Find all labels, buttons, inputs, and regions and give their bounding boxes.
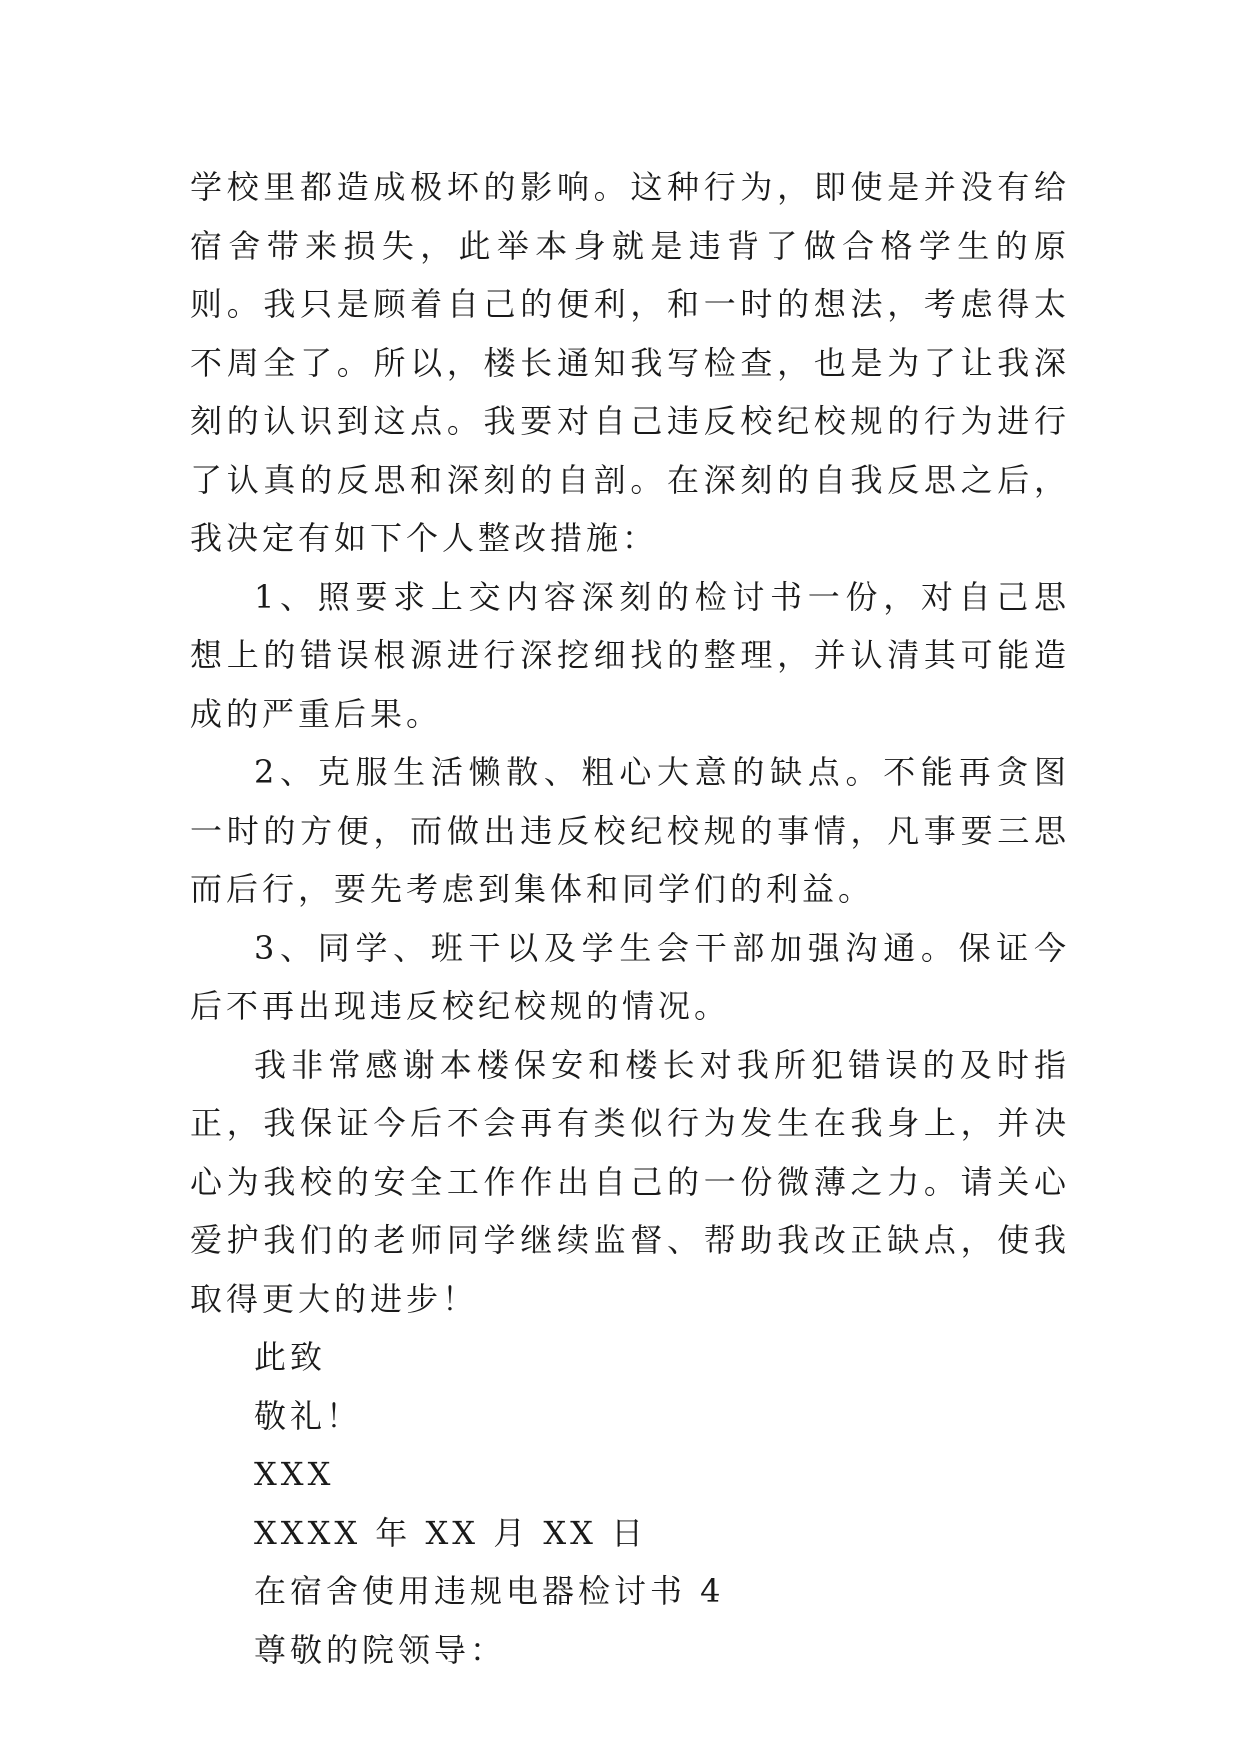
paragraph-thanks: 我非常感谢本楼保安和楼长对我所犯错误的及时指正，我保证今后不会再有类似行为发生在我身上，并决心为我校的安全工作作出自己的一份微薄之力。请关心爱护我们的老师同学继续监督、帮助我改正缺点，使我取得更大的进步！	[190, 1045, 1070, 1318]
salute-line: 敬礼！	[254, 1396, 363, 1435]
closing-line: 此致	[254, 1338, 327, 1376]
paragraph-measure-2: 2、克服生活懒散、粗心大意的缺点。不能再贪图一时的方便，而做出违反校纪校规的事情，凡事要三思而后行，要先考虑到集体和同学们的利益。	[190, 753, 1070, 908]
paragraph-measure-3: 3、同学、班干以及学生会干部加强沟通。保证今后不再出现违反校纪校规的情况。	[190, 928, 1070, 1025]
paragraph-measure-1: 1、照要求上交内容深刻的检讨书一份，对自己思想上的错误根源进行深挖细找的整理，并认清其可能造成的严重后果。	[190, 577, 1070, 733]
document-body	[190, 158, 1070, 1679]
date-line: XXXX 年 XX 月 XX 日	[254, 1513, 648, 1552]
paragraph-continuation: 学校里都造成极坏的影响。这种行为，即使是并没有给宿舍带来损失，此举本身就是违背了做合格学生的原则。我只是顾着自己的便利，和一时的想法，考虑得太不周全了。所以，楼长通知我写检查，也是为了让我深刻的认识到这点。我要对自己违反校纪校规的行为进行了认真的反思和深刻的自剖。在深刻的自我反思之后，我决定有如下个人整改措施：	[190, 168, 1070, 557]
next-section-greeting: 尊敬的院领导：	[254, 1630, 507, 1669]
next-section-title: 在宿舍使用违规电器检讨书 4	[254, 1572, 725, 1610]
signature: XXX	[254, 1455, 335, 1493]
